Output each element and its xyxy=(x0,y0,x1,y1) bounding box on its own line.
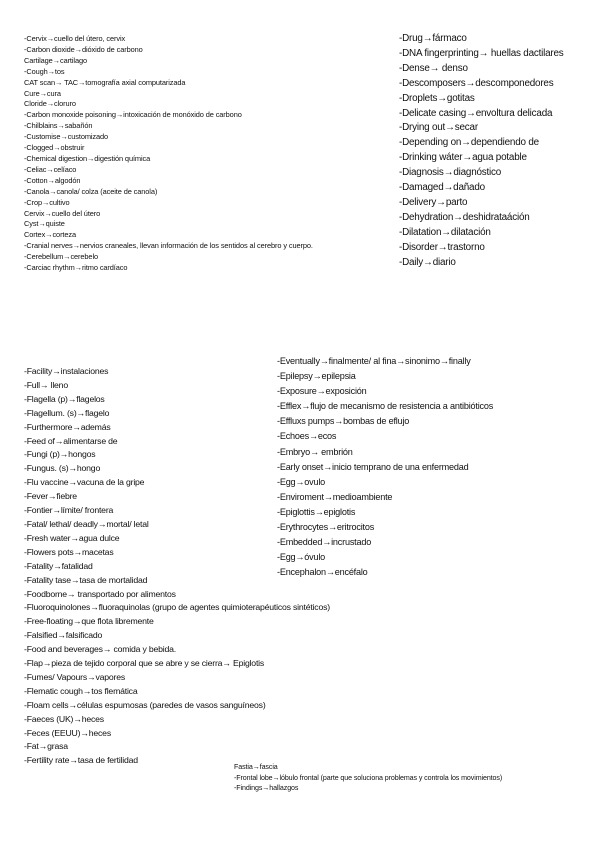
vocab-entry: -Flu vaccine→vacuna de la gripe xyxy=(24,477,145,488)
vocab-entry: -Floam cells→células espumosas (paredes de vasos sanguíneos) xyxy=(24,699,266,710)
vocab-entry: -Fever→fiebre xyxy=(24,491,77,502)
vocab-entry: -Faeces (UK)→heces xyxy=(24,713,104,724)
vocab-entry: -Encephalon→encéfalo xyxy=(277,567,368,578)
vocab-entry: -Epiglottis→epiglotis xyxy=(277,506,356,517)
vocab-entry: -Flagella (p)→flagelos xyxy=(24,393,105,404)
vocab-entry: -Eventually→finalmente/ al fina→sinonimo→finally xyxy=(277,356,471,366)
vocabulary-list-e xyxy=(277,354,493,580)
vocab-entry: -Flowers pots→macetas xyxy=(24,546,114,557)
vocab-entry: -Diagnosis→diagnóstico xyxy=(399,167,502,179)
vocab-entry: Cyst→quiste xyxy=(24,219,65,229)
vocab-entry: -Fatality→fatalidad xyxy=(24,560,93,571)
vocab-entry: -Customise→customizado xyxy=(24,132,109,142)
vocab-entry: -Flagellum. (s)→flagelo xyxy=(24,407,110,418)
vocabulary-list-f-extra xyxy=(234,762,502,794)
vocab-entry: Cervix→cuello del útero xyxy=(24,208,101,218)
vocab-entry: CAT scan→ TAC→tomografía axial computarizada xyxy=(24,77,186,87)
vocab-entry: -Cranial nerves→nervios craneales, llevan información de los sentidos al cerebro y cuerpo. xyxy=(24,241,313,251)
vocab-entry: -Furthermore→además xyxy=(24,421,111,432)
vocab-entry: -Egg→óvulo xyxy=(277,552,326,563)
vocab-entry: -Carbon dioxide→dióxido de carbono xyxy=(24,44,143,54)
vocab-entry: -Clogged→obstruir xyxy=(24,143,85,153)
vocab-entry: -Damaged→dañado xyxy=(399,182,485,194)
vocab-entry: -Echoes→ecos xyxy=(277,431,337,442)
vocab-entry: -Drinking wáter→agua potable xyxy=(399,152,527,164)
vocab-entry: -Fluoroquinolones→fluoraquinolas (grupo de agentes quimioterapéuticos sintéticos) xyxy=(24,602,330,613)
vocab-entry: -Efflex→flujo de mecanismo de resistencia a antibióticos xyxy=(277,401,494,412)
vocab-entry: -Fatal/ lethal/ deadly→mortal/ letal xyxy=(24,518,149,529)
vocab-entry: -Descomposers→descomponedores xyxy=(399,77,554,89)
vocab-entry: -Chilblains→sabañón xyxy=(24,121,93,131)
vocab-entry: -Effluxs pumps→bombas de eflujo xyxy=(277,416,410,427)
vocab-entry: -Findings→hallazgos xyxy=(234,784,299,793)
vocab-entry: -Flap→pieza de tejido corporal que se abre y se cierra→ Epiglotis xyxy=(24,658,265,669)
vocab-entry: -Fat→grasa xyxy=(24,741,68,752)
vocab-entry: -Flematic cough→tos flemática xyxy=(24,685,138,696)
vocab-entry: -Dense→ denso xyxy=(399,62,468,74)
vocab-entry: -Erythrocytes→eritrocitos xyxy=(277,522,375,533)
vocab-entry: -Foodborne→ transportado por alimentos xyxy=(24,588,176,599)
vocab-entry: -Falsified→falsificado xyxy=(24,630,103,641)
vocab-entry: Cloride→cloruro xyxy=(24,99,76,109)
vocab-entry: -Delicate casing→envoltura delicada xyxy=(399,107,553,119)
vocab-entry: -Cotton→algodón xyxy=(24,175,81,185)
vocab-entry: -Fungus. (s)→hongo xyxy=(24,463,101,474)
vocab-entry: -Dilatation→dilatación xyxy=(399,226,491,238)
vocab-entry: -Full→ lleno xyxy=(24,379,68,390)
vocab-entry: -Fontier→límite/ frontera xyxy=(24,505,114,516)
vocab-entry: -Drying out→secar xyxy=(399,122,478,134)
vocab-entry: -Fatality tase→tasa de mortalidad xyxy=(24,574,148,585)
vocab-entry: -Depending on→dependiendo de xyxy=(399,137,539,149)
vocab-entry: -Carbon monoxide poisoning→intoxicación de monóxido de carbono xyxy=(24,110,242,120)
vocab-entry: -Chemical digestion→digestión química xyxy=(24,153,151,163)
vocab-entry: -Cervix→cuello del útero, cervix xyxy=(24,34,126,43)
vocab-entry: -Canola→canola/ colza (aceite de canola) xyxy=(24,186,158,196)
vocab-entry: -Crop→cultivo xyxy=(24,197,70,207)
vocabulary-list-c xyxy=(24,34,313,274)
vocab-entry: -Cerebellum→cerebelo xyxy=(24,252,98,262)
vocab-entry: Fastia→fascia xyxy=(234,763,278,771)
vocab-entry: -Early onset→inicio temprano de una enfermedad xyxy=(277,461,469,472)
vocab-entry: -Fumes/ Vapours→vapores xyxy=(24,671,125,682)
vocab-entry: -Fungi (p)→hongos xyxy=(24,449,96,460)
vocab-entry: -DNA fingerprinting→ huellas dactilares xyxy=(399,47,564,59)
vocab-entry: -Free-floating→que flota libremente xyxy=(24,616,154,627)
vocab-entry: -Facility→instalaciones xyxy=(24,366,109,376)
vocab-entry: Cure→cura xyxy=(24,88,61,98)
vocab-entry: -Embryo→ embrión xyxy=(277,446,353,457)
vocab-entry: -Food and beverages→ comida y bebida. xyxy=(24,644,176,655)
vocab-entry: -Enviroment→medioambiente xyxy=(277,491,393,502)
vocab-entry: -Fresh water→agua dulce xyxy=(24,532,120,543)
vocab-entry: -Disorder→trastorno xyxy=(399,241,485,253)
vocab-entry: -Feces (EEUU)→heces xyxy=(24,727,111,738)
vocab-entry: -Frontal lobe→lóbulo frontal (parte que soluciona problemas y controla los movimientos) xyxy=(234,773,503,782)
vocab-entry: Cortex→corteza xyxy=(24,230,76,240)
vocab-entry: -Embedded→incrustado xyxy=(277,537,372,548)
vocab-entry: -Daily→diario xyxy=(399,256,456,268)
vocab-entry: -Cough→tos xyxy=(24,66,65,76)
vocab-entry: -Droplets→gotitas xyxy=(399,92,475,104)
vocab-entry: Cartilage→cartilago xyxy=(24,55,88,65)
vocabulary-list-d xyxy=(399,32,564,271)
vocab-entry: -Drug→fármaco xyxy=(399,33,467,44)
vocab-entry: -Exposure→exposición xyxy=(277,386,367,397)
vocab-entry: -Epilepsy→epilepsia xyxy=(277,371,356,382)
vocab-entry: -Celiac→celíaco xyxy=(24,164,77,174)
vocab-entry: -Egg→ovulo xyxy=(277,476,326,487)
vocab-entry: -Feed of→alimentarse de xyxy=(24,435,118,446)
vocab-entry: -Carciac rhythm→ritmo cardíaco xyxy=(24,263,128,273)
vocab-entry: -Fertility rate→tasa de fertilidad xyxy=(24,755,138,766)
vocab-entry: -Delivery→parto xyxy=(399,196,468,208)
vocab-entry: -Dehydration→deshidrataáción xyxy=(399,211,530,223)
